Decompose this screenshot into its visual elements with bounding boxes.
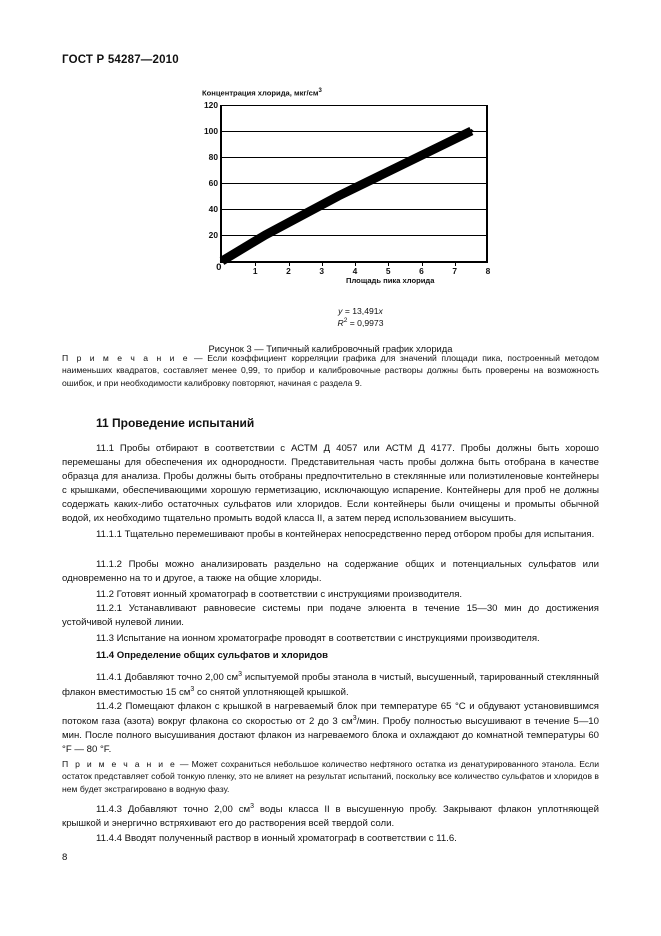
chart-data-series — [222, 105, 488, 261]
x-tick-label-1: 1 — [252, 266, 258, 276]
paragraph-11-4-3-part-a: 11.4.3 Добавляют точно 2,00 см — [96, 804, 251, 816]
note-text-2: — Может сохраниться небольшое количество нефтяного остатка из денатурированного этанола. Если остаток представляет собой тонкую пленку, это не влияет на результат испытаний, поскольку все количество сульфатов и хлоридов в нем будет экстрагировано в водную фазу. — [62, 759, 600, 794]
chart-y-axis-title-superscript: 3 — [318, 88, 322, 94]
paragraph-11-4-1 — [62, 670, 599, 701]
x-tick-label-4: 4 — [352, 266, 358, 276]
paragraph-11-4-3-part-b: воды класса II в высушенную пробу. Закрывают флакон уплотняющей крышкой и энергично встряхивают его до растворения всей твердой соли. — [62, 804, 599, 830]
paragraph-11-4-2-part-b: /мин. Пробу полностью высушивают в течение 5—10 мин. После полного высушивания достают флакон из нагреваемого блока и охлаждают до комнатной температуры 60 °F — 80 °F. — [62, 716, 599, 756]
equation-variable-y: y — [338, 306, 343, 316]
x-tick-label-5: 5 — [385, 266, 391, 276]
x-tick-label-3: 3 — [319, 266, 325, 276]
cubic-cm-superscript-1: 3 — [238, 671, 242, 678]
equation-variable-x: x — [378, 306, 383, 316]
paragraph-11-1-2: 11.1.2 Пробы можно анализировать раздельно на содержание общих и потенциальных сульфатов или одновременно на то и другое, а также на общие хлориды. — [62, 559, 599, 585]
section-heading-11-4: 11.4 Определение общих сульфатов и хлоридов — [96, 650, 329, 661]
chart-fit-equation — [62, 306, 599, 330]
paragraph-11-4-2-part-a: 11.4.2 Помещают флакон с крышкой в нагреваемый блок при температуре 65 °С и обдувают установившимся потоком газа (азота) вокруг флакона со скоростью от 2 до 3 см — [62, 701, 599, 728]
chart-plot-area — [204, 100, 491, 276]
x-tick-label-7: 7 — [452, 266, 458, 276]
paragraph-11-2: 11.2 Готовят ионный хроматограф в соответствии с инструкциями производителя. — [96, 589, 463, 600]
page-number: 8 — [62, 852, 68, 863]
y-tick-label-120: 120 — [204, 100, 218, 110]
note-text: — Если коэффициент корреляции графика для значений площади пика, построенный методом наименьших квадратов, составляет менее 0,99, то прибор и калибровочные растворы должны быть проверены на возможность ошибок, и при необходимости калибровку повторяют, начиная с раздела 9. — [62, 353, 599, 388]
paragraph-11-1: 11.1 Пробы отбирают в соответствии с АСТМ Д 4057 или АСТМ Д 4177. Пробы должны быть хорошо перемешаны для обеспечения их однородности. Представительная часть пробы должна быть отобрана в качестве образца для анализа. Пробы должны быть отобраны предпочтительно в стеклянные или полиэтиленовые контейнеры с крышками, обеспечивающими хорошую герметизацию, исключающую испарение. Контейнеры для проб не должны содержать каких-либо остаточных сульфатов или хлоридов. Если контейнеры были очищены и промыты обычной водой, их необходимо тщательно промыть водой класса II, а затем перед использованием высушить. — [62, 443, 599, 525]
paragraph-11-3: 11.3 Испытание на ионном хроматографе проводят в соответствии с инструкциями производителя. — [96, 633, 540, 644]
x-tick-label-2: 2 — [286, 266, 291, 276]
figure-3-block — [62, 88, 599, 354]
y-tick-label-100: 100 — [204, 126, 218, 136]
x-tick-label-0: 0 — [216, 262, 222, 273]
paragraph-11-1-1: 11.1.1 Тщательно перемешивают пробы в контейнерах непосредственно перед отбором пробы для испытания. — [96, 529, 595, 540]
chart-trend-line — [222, 131, 471, 261]
equation-slope-text: = 13,491 — [342, 306, 379, 316]
chart-x-axis-title: Площадь пика хлорида — [346, 276, 435, 285]
document-standard-header: ГОСТ Р 54287—2010 — [62, 54, 179, 66]
note-label: П р и м е ч а н и е — [62, 353, 190, 363]
paragraph-11-4-1-part-c: со снятой уплотняющей крышкой. — [194, 687, 349, 699]
note-label-2: П р и м е ч а н и е — [62, 759, 177, 769]
paragraph-11-4-1-part-a: 11.4.1 Добавляют точно 2,00 см — [96, 672, 239, 684]
cubic-cm-superscript-3: 3 — [352, 715, 357, 723]
chart-y-axis-title — [202, 88, 322, 98]
paragraph-11-4-3 — [62, 802, 599, 831]
x-tick-label-6: 6 — [419, 266, 424, 276]
paragraph-11-4-4: 11.4.4 Вводят полученный раствор в ионный хроматограф в соответствии с 11.6. — [96, 833, 457, 844]
equation-rsquared-superscript: 2 — [343, 317, 348, 325]
chart-fit-rsquared-line — [122, 317, 599, 329]
paragraph-11-2-1: 11.2.1 Устанавливают равновесие системы при подаче элюента в течение 15—30 мин до достижения устойчивой нулевой линии. — [62, 603, 599, 629]
paragraph-11-4-2 — [62, 700, 599, 758]
equation-variable-r: R — [337, 318, 344, 329]
paragraph-11-4-1-part-b: испытуемой пробы этанола в чистый, высушенный, тарированный стеклянный флакон вместимостью 15 см — [62, 672, 599, 699]
section-heading-11: 11 Проведение испытаний — [96, 416, 255, 430]
y-tick-label-80: 80 — [208, 151, 218, 162]
chart-fit-equation-line — [122, 306, 599, 317]
y-tick-label-40: 40 — [208, 204, 218, 214]
cubic-cm-superscript-4: 3 — [250, 803, 254, 810]
x-tick-label-8: 8 — [485, 266, 491, 276]
note-after-figure — [62, 352, 599, 389]
y-tick-label-20: 20 — [208, 229, 218, 240]
chart-y-axis-title-text: Концентрация хлорида, мкг/см — [202, 88, 319, 98]
note-after-11-4-2 — [62, 758, 599, 795]
cubic-cm-superscript-2: 3 — [190, 686, 195, 694]
equation-rsquared-value: = 0,9973 — [347, 318, 384, 329]
figure-3-caption: Рисунок 3 — Типичный калибровочный график хлорида — [208, 342, 453, 354]
calibration-chart — [196, 88, 526, 300]
y-tick-label-60: 60 — [208, 178, 218, 188]
